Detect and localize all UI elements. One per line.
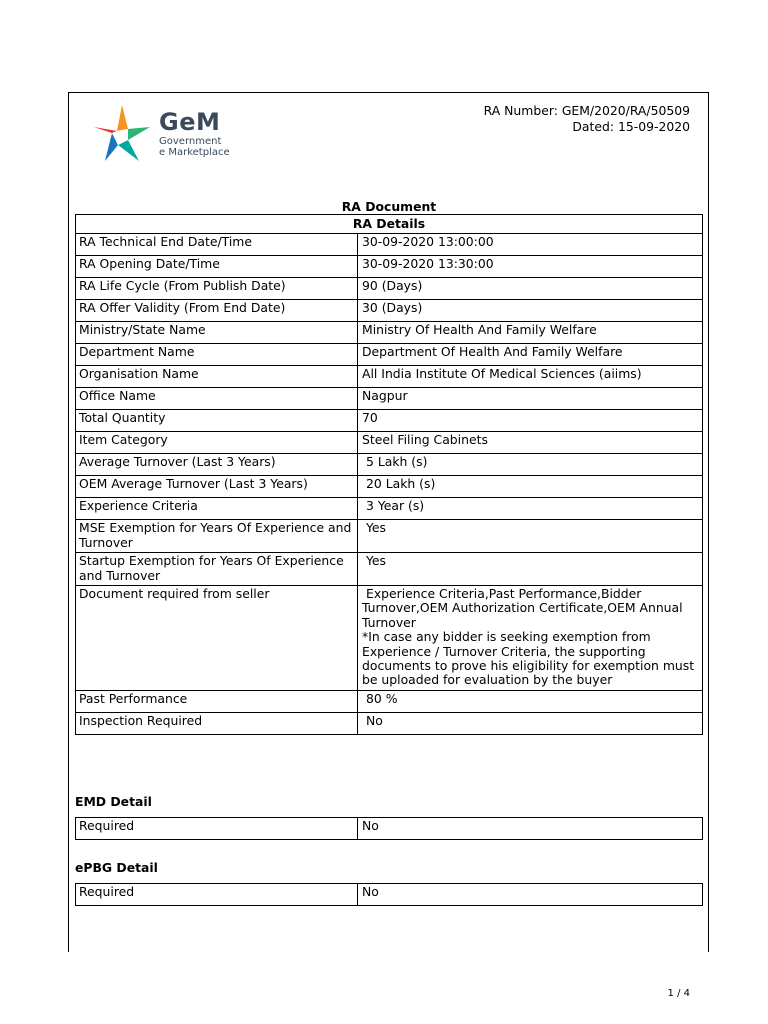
row-value: 30-09-2020 13:30:00 xyxy=(358,256,703,278)
table-row xyxy=(76,410,703,432)
table-row xyxy=(76,300,703,322)
row-label: Office Name xyxy=(76,388,358,410)
row-value: 70 xyxy=(358,410,703,432)
row-label: OEM Average Turnover (Last 3 Years) xyxy=(76,476,358,498)
row-value: Yes xyxy=(358,553,703,586)
ra-details-heading: RA Details xyxy=(76,215,703,234)
row-value: All India Institute Of Medical Sciences (aiims) xyxy=(358,366,703,388)
table-row xyxy=(76,884,703,906)
ra-number: RA Number: GEM/2020/RA/50509 xyxy=(483,103,690,118)
row-value: 30 (Days) xyxy=(358,300,703,322)
row-value: 5 Lakh (s) xyxy=(358,454,703,476)
table-row xyxy=(76,818,703,840)
table-row xyxy=(76,454,703,476)
epbg-label: Required xyxy=(76,884,358,906)
ra-details-table xyxy=(75,214,703,735)
row-label: Past Performance xyxy=(76,690,358,712)
table-row xyxy=(76,322,703,344)
table-row xyxy=(76,278,703,300)
logo-subtitle-line2: e Marketplace xyxy=(159,147,230,158)
logo-subtitle-line1: Government xyxy=(159,136,222,147)
table-row xyxy=(76,690,703,712)
row-value: 30-09-2020 13:00:00 xyxy=(358,234,703,256)
exemption-note: *In case any bidder is seeking exemption from Experience / Turnover Criteria, the supporting documents to prove his eligibility for exemption must be uploaded for evaluation by the buyer xyxy=(362,629,695,688)
row-label: Startup Exemption for Years Of Experience and Turnover xyxy=(76,553,358,586)
ra-dated: Dated: 15-09-2020 xyxy=(572,118,690,134)
row-label: RA Offer Validity (From End Date) xyxy=(76,300,358,322)
gem-logo-text xyxy=(159,110,230,158)
row-value: Ministry Of Health And Family Welfare xyxy=(358,322,703,344)
emd-label: Required xyxy=(76,818,358,840)
row-label: Total Quantity xyxy=(76,410,358,432)
table-row xyxy=(76,432,703,454)
emd-table xyxy=(75,817,703,840)
table-row xyxy=(76,256,703,278)
document-title: RA Document xyxy=(341,199,437,214)
row-value: Nagpur xyxy=(358,388,703,410)
row-value: No xyxy=(358,712,703,734)
ra-meta xyxy=(484,103,690,134)
row-label: Average Turnover (Last 3 Years) xyxy=(76,454,358,476)
emd-heading: EMD Detail xyxy=(75,794,152,809)
table-row xyxy=(76,344,703,366)
row-label: Ministry/State Name xyxy=(76,322,358,344)
row-label: RA Opening Date/Time xyxy=(76,256,358,278)
row-label: Department Name xyxy=(76,344,358,366)
row-label: Item Category xyxy=(76,432,358,454)
table-row xyxy=(76,476,703,498)
row-value: Department Of Health And Family Welfare xyxy=(358,344,703,366)
epbg-table xyxy=(75,883,703,906)
table-row xyxy=(76,498,703,520)
epbg-value: No xyxy=(358,884,703,906)
row-label: MSE Exemption for Years Of Experience and Turnover xyxy=(76,520,358,553)
row-value xyxy=(358,586,703,691)
row-label: RA Technical End Date/Time xyxy=(76,234,358,256)
row-label: Experience Criteria xyxy=(76,498,358,520)
row-value: 90 (Days) xyxy=(358,278,703,300)
table-row xyxy=(76,520,703,553)
row-label: Organisation Name xyxy=(76,366,358,388)
row-label: RA Life Cycle (From Publish Date) xyxy=(76,278,358,300)
table-row xyxy=(76,586,703,691)
row-value: 20 Lakh (s) xyxy=(358,476,703,498)
epbg-heading: ePBG Detail xyxy=(75,860,158,875)
page-number: 1 / 4 xyxy=(667,988,690,999)
emd-value: No xyxy=(358,818,703,840)
row-value: Steel Filing Cabinets xyxy=(358,432,703,454)
row-value: 80 % xyxy=(358,690,703,712)
row-value: Yes xyxy=(358,520,703,553)
row-value: 3 Year (s) xyxy=(358,498,703,520)
documents-list: Experience Criteria,Past Performance,Bidder Turnover,OEM Authorization Certificate,OEM Annual Turnover xyxy=(362,586,683,630)
row-label: Document required from seller xyxy=(76,586,358,691)
table-row xyxy=(76,553,703,586)
table-row xyxy=(76,234,703,256)
table-row xyxy=(76,366,703,388)
table-row xyxy=(76,712,703,734)
logo-name: GeM xyxy=(159,108,221,136)
row-label: Inspection Required xyxy=(76,712,358,734)
table-row xyxy=(76,388,703,410)
